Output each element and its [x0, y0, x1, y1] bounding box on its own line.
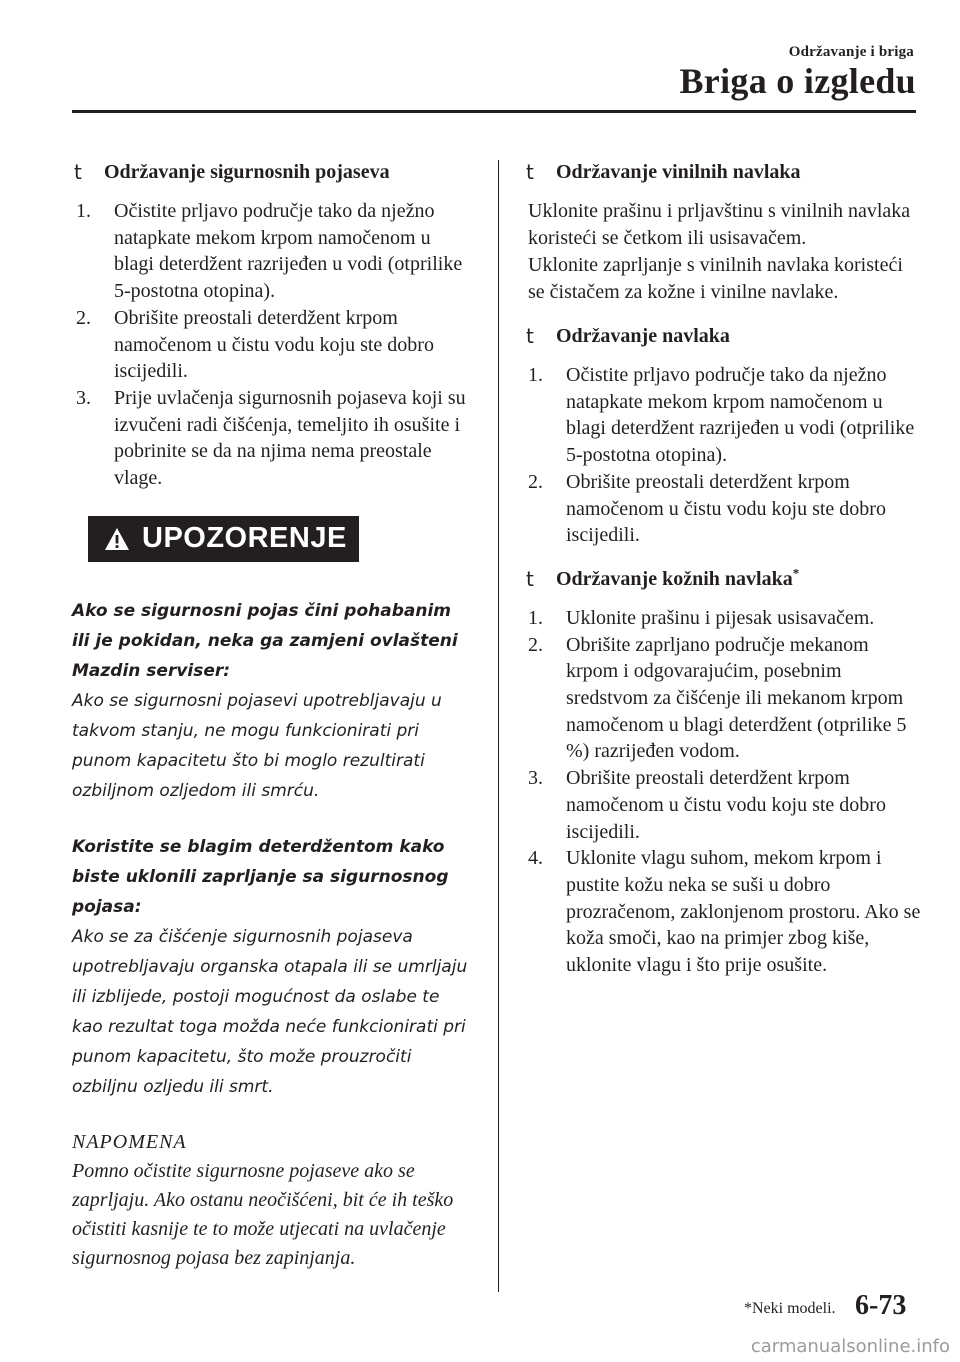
list-item: 1. Očistite prljavo područje tako da nježno natapkate mekom krpom namočenom u blagi deterdžent razrijeđen u vodi (otprilike 5-postotna otopina).	[528, 364, 915, 467]
section-bullet-icon: t	[526, 566, 534, 591]
list-item: 4. Uklonite vlagu suhom, mekom krpom i pustite kožu neka se suši u dobro prozračenom, zaklonjenom prostoru. Ako se koža smoči, kao na primjer zbog kiše, uklonite vlagu i što prije osušite.	[528, 847, 921, 977]
section-bullet-icon: t	[526, 160, 534, 184]
list-item: 2. Obrišite preostali deterdžent krpom namočenom u čistu vodu koju ste dobro iscijedili.	[528, 470, 886, 547]
left-column	[72, 158, 470, 1273]
leather-heading	[524, 565, 924, 593]
note-block	[72, 1128, 470, 1273]
warning-label-text: UPOZORENJE	[142, 522, 347, 555]
section-bullet-icon: t	[74, 160, 82, 184]
list-item: 1. Uklonite prašinu i pijesak usisavačem.	[528, 606, 875, 629]
covers-steps	[528, 362, 924, 549]
vinyl-heading	[524, 158, 924, 186]
warning-label	[88, 516, 359, 562]
seatbelt-heading-text: Održavanje sigurnosnih pojaseva	[104, 161, 390, 183]
seatbelt-heading	[72, 158, 470, 186]
covers-heading	[524, 322, 924, 350]
list-item: 3. Obrišite preostali deterdžent krpom namočenom u čistu vodu koju ste dobro iscijedili.	[528, 767, 886, 843]
warning-1-title: Ako se sigurnosni pojas čini pohabanim ili je pokidan, neka ga zamjeni ovlašteni Mazdin serviser:	[72, 600, 458, 681]
header-section-label: Održavanje i briga	[788, 44, 914, 60]
list-item: 2. Obrišite preostali deterdžent krpom namočenom u čistu vodu koju ste dobro iscijedili.	[76, 306, 434, 383]
asterisk-mark: *	[792, 565, 800, 581]
leather-heading-text: Održavanje kožnih navlaka	[556, 567, 793, 590]
footnote: *Neki modeli.	[744, 1300, 836, 1317]
warning-2-title: Koristite se blagim deterdžentom kako biste uklonili zaprljanje sa sigurnosnog pojasa:	[72, 836, 449, 917]
note-text: Pomno očistite sigurnosne pojaseve ako se zaprljaju. Ako ostanu neočišćeni, bit će ih teško očistiti kasnije te to može utjecati na uvlačenje sigurnosnog pojasa bez zapinjanja.	[72, 1159, 454, 1269]
warning-1-body: Ako se sigurnosni pojasevi upotrebljavaju u takvom stanju, ne mogu funkcionirati pri punom kapacitetu što bi moglo rezultirati ozbiljnom ozljedom ili smrću.	[72, 690, 442, 801]
warning-2-body: Ako se za čišćenje sigurnosnih pojaseva upotrebljavaju organska otapala ili se umrljaju ili izblijede, postoji mogućnost da oslabe te kao rezultat toga možda neće funkcionirati pri punom kapacitetu, što može prouzročiti ozbiljnu ozljedu ili smrt.	[72, 926, 468, 1097]
warning-triangle-icon	[104, 527, 130, 551]
header-rule	[72, 110, 916, 113]
right-column	[524, 158, 924, 979]
section-bullet-icon: t	[526, 324, 534, 348]
covers-heading-text: Održavanje navlaka	[556, 325, 730, 347]
page-number: 6-73	[855, 1290, 907, 1321]
vinyl-paragraph-2: Uklonite zaprljanje s vinilnih navlaka koristeći se čistačem za kožne i vinilne navlake.	[528, 254, 903, 303]
warning-box	[88, 516, 470, 562]
vinyl-heading-text: Održavanje vinilnih navlaka	[556, 161, 801, 183]
watermark: carmanualsonline.info	[750, 1336, 950, 1357]
list-item: 2. Obrišite zaprljano područje mekanom krpom i odgovarajućim, posebnim sredstvom za čišćenje ili mekanom krpom namočenom u blagi deterdžent (otprilike 5 %) razrijeđen vodom.	[528, 633, 907, 763]
note-title: NAPOMENA	[72, 1130, 187, 1153]
list-item: 1. Očistite prljavo područje tako da nježno natapkate mekom krpom namočenom u blagi deterdžent razrijeđen u vodi (otprilike 5-postotna otopina).	[76, 200, 463, 303]
column-divider	[498, 160, 499, 1292]
seatbelt-steps	[76, 198, 470, 492]
vinyl-paragraph-1: Uklonite prašinu i prljavštinu s vinilnih navlaka koristeći se četkom ili usisavačem.	[528, 200, 911, 249]
leather-steps	[528, 605, 924, 979]
list-item: 3. Prije uvlačenja sigurnosnih pojaseva koji su izvučeni radi čišćenja, temeljito ih osušite i pobrinite se da na njima nema preostale vlage.	[76, 386, 466, 490]
page-title: Briga o izgledu	[679, 61, 916, 101]
warning-text	[72, 596, 470, 1102]
